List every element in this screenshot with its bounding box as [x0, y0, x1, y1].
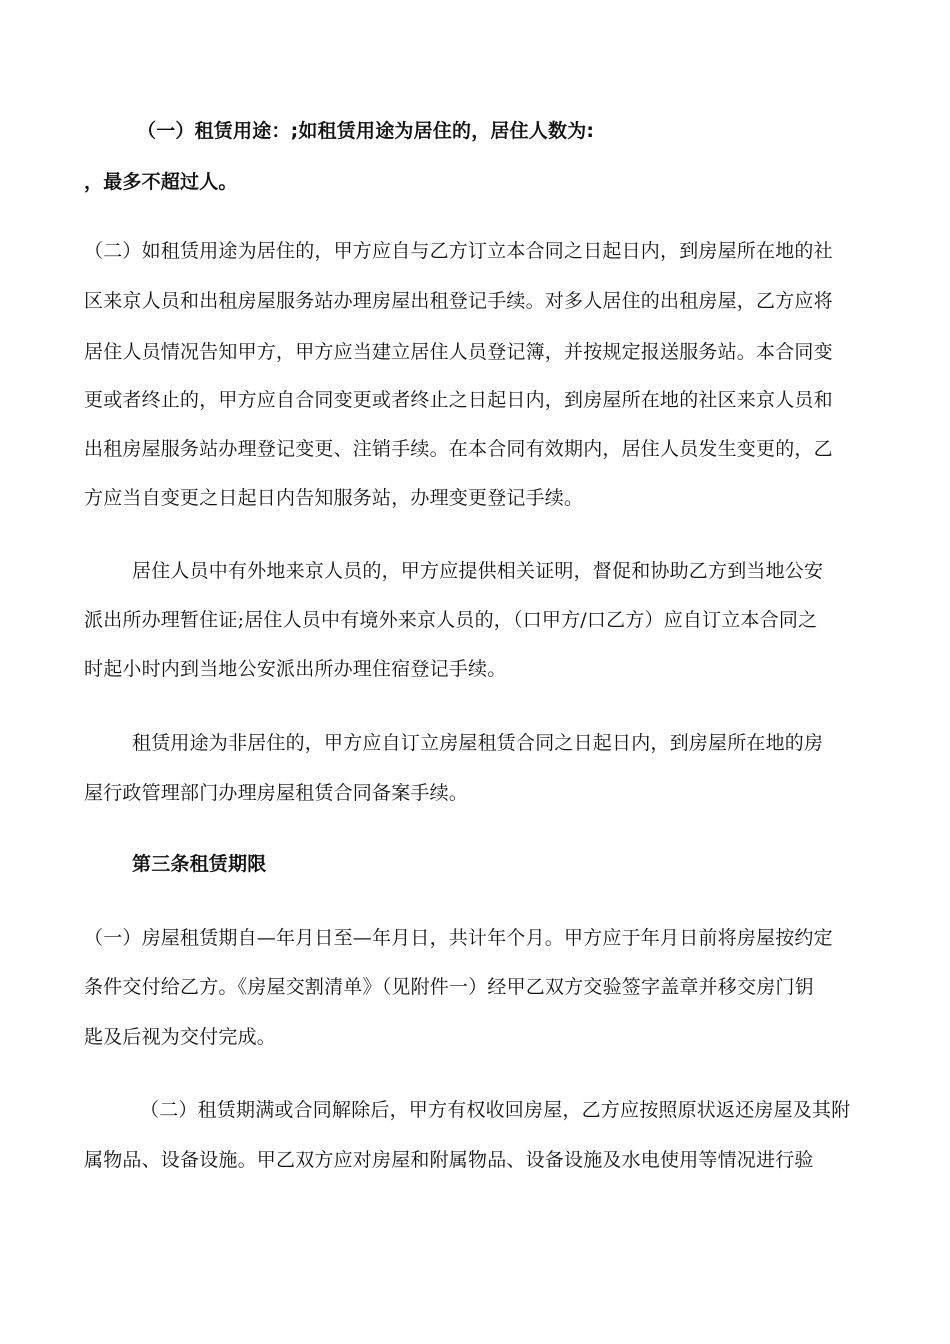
paragraph-return-line-1: （二）租赁期满或合同解除后，甲方有权收回房屋，乙方应按照原状返还房屋及其附	[140, 1099, 851, 1121]
paragraph-visitors-line-2: 派出所办理暂住证;居住人员中有境外来京人员的，（口甲方/口乙方）应自订立本合同之	[84, 609, 818, 631]
paragraph-visitors-line-3: 时起小时内到当地公安派出所办理住宿登记手续。	[84, 658, 507, 680]
paragraph-residence-line-6: 方应当自变更之日起日内告知服务站，办理变更登记手续。	[84, 487, 584, 509]
paragraph-residence-line-4: 更或者终止的，甲方应自合同变更或者终止之日起日内，到房屋所在地的社区来京人员和	[84, 389, 833, 411]
paragraph-residence-line-3: 居住人员情况告知甲方，甲方应当建立居住人员登记簿，并按规定报送服务站。本合同变	[84, 341, 833, 363]
paragraph-term-line-3: 匙及后视为交付完成。	[84, 1026, 277, 1048]
paragraph-residence-line-2: 区来京人员和出租房屋服务站办理房屋出租登记手续。对多人居住的出租房屋，乙方应将	[84, 290, 833, 312]
paragraph-return-line-2: 属物品、设备设施。甲乙双方应对房屋和附属物品、设备设施及水电使用等情况进行验	[84, 1149, 814, 1171]
paragraph-term-line-1: （一）房屋租赁期自—年月日至—年月日，共计年个月。甲方应于年月日前将房屋按约定	[84, 927, 833, 949]
paragraph-residence-line-1: （二）如租赁用途为居住的，甲方应自与乙方订立本合同之日起日内，到房屋所在地的社	[84, 240, 833, 262]
paragraph-term-line-2: 条件交付给乙方。《房屋交割清单》（见附件一）经甲乙双方交验签字盖章并移交房门钥	[84, 976, 814, 998]
paragraph-nonresidential-line-2: 屋行政管理部门办理房屋租赁合同备案手续。	[84, 782, 469, 804]
clause-purpose-line-2: ，最多不超过人。	[84, 171, 238, 193]
section-heading: 第三条租赁期限	[132, 853, 267, 875]
paragraph-visitors-line-1: 居住人员中有外地来京人员的，甲方应提供相关证明，督促和协助乙方到当地公安	[132, 560, 824, 582]
paragraph-nonresidential-line-1: 租赁用途为非居住的，甲方应自订立房屋租赁合同之日起日内，到房屋所在地的房	[132, 732, 824, 754]
clause-purpose-line-1: （一）租赁用途：;如租赁用途为居住的，居住人数为:	[137, 120, 595, 142]
paragraph-residence-line-5: 出租房屋服务站办理登记变更、注销手续。在本合同有效期内，居住人员发生变更的，乙	[84, 438, 833, 460]
